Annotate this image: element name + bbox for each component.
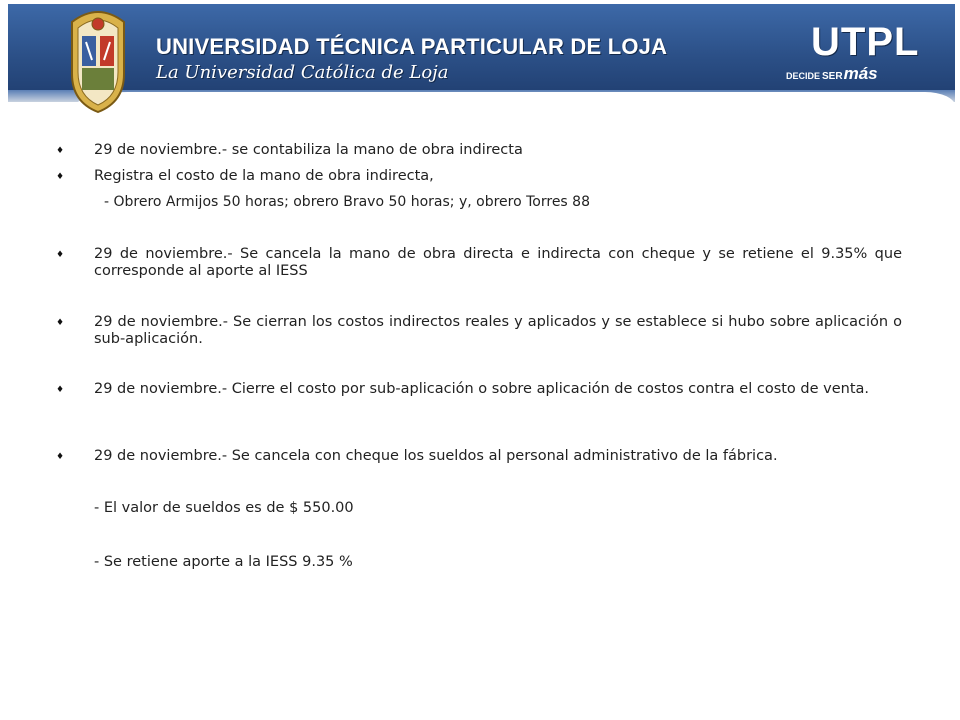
- slogan-part1: DECIDE: [786, 71, 821, 81]
- bullet-icon: ♦: [56, 250, 65, 260]
- slogan: [786, 64, 878, 84]
- list-item-text: 29 de noviembre.- Cierre el costo por sub-aplicación o sobre aplicación de costos contra el costo de venta.: [94, 381, 870, 397]
- bullet-icon: ♦: [56, 318, 65, 328]
- bullet-icon: ♦: [56, 452, 65, 462]
- header-banner: [8, 4, 955, 102]
- retention-line: - Se retiene aporte a la IESS 9.35 %: [94, 554, 353, 570]
- bullet-icon: ♦: [56, 172, 65, 182]
- university-tagline: La Universidad Católica de Loja: [156, 62, 449, 83]
- list-item-text: 29 de noviembre.- Se cancela con cheque los sueldos al personal administrativo de la fábrica.: [94, 448, 778, 464]
- list-item-text: Registra el costo de la mano de obra indirecta,: [94, 168, 434, 184]
- workers-hours-line: - Obrero Armijos 50 horas; obrero Bravo 50 horas; y, obrero Torres 88: [104, 194, 590, 210]
- list-item-text: 29 de noviembre.- Se cierran los costos indirectos reales y aplicados y se establece si hubo sobre aplicación o sub-aplicación.: [94, 314, 902, 347]
- bullet-icon: ♦: [56, 385, 65, 395]
- slogan-part2: SER: [822, 71, 843, 82]
- slogan-part3: más: [843, 64, 878, 83]
- university-name: UNIVERSIDAD TÉCNICA PARTICULAR DE LOJA: [156, 34, 668, 59]
- university-crest-icon: [66, 2, 130, 114]
- utpl-logo: UTPL: [811, 20, 920, 64]
- bullet-icon: ♦: [56, 146, 65, 156]
- list-item-text: 29 de noviembre.- Se cancela la mano de obra directa e indirecta con cheque y se retiene el 9.35% que corresponde al aporte al IESS: [94, 246, 902, 279]
- banner-curve: [68, 92, 955, 102]
- salary-value-line: - El valor de sueldos es de $ 550.00: [94, 500, 354, 516]
- list-item-text: 29 de noviembre.- se contabiliza la mano de obra indirecta: [94, 142, 523, 158]
